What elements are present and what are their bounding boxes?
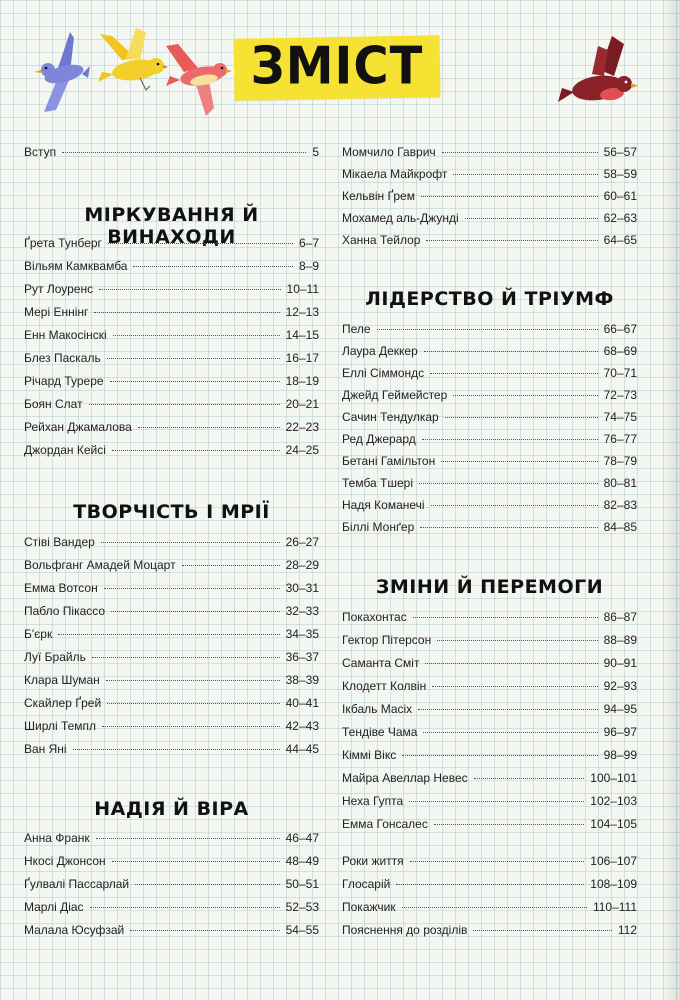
- dot-leader: [107, 357, 280, 359]
- toc-entry[interactable]: [24, 716, 319, 736]
- dot-leader: [465, 217, 598, 219]
- entry-name: Неха Гупта: [342, 794, 404, 808]
- entry-name: Пеле: [342, 322, 371, 336]
- entry-page: 34–35: [285, 627, 319, 641]
- dot-leader: [112, 860, 280, 862]
- toc-entry[interactable]: [342, 142, 637, 162]
- entry-name: Майра Авеллар Невес: [342, 771, 468, 785]
- entry-name: Покажчик: [342, 900, 396, 914]
- entry-name: Клодетт Колвін: [342, 679, 427, 693]
- toc-entry[interactable]: [342, 517, 637, 537]
- entry-page: 78–79: [603, 454, 637, 468]
- entry-name: Тендіве Чама: [342, 725, 418, 739]
- entry-page: 88–89: [603, 633, 637, 647]
- dot-leader: [112, 449, 280, 451]
- entry-page: 80–81: [603, 476, 637, 490]
- toc-entry[interactable]: [24, 739, 319, 759]
- toc-entry[interactable]: [342, 699, 637, 719]
- entry-name: Рут Лоуренс: [24, 282, 94, 296]
- entry-name: Еллі Сіммондс: [342, 366, 425, 380]
- entry-page: 28–29: [285, 558, 319, 572]
- toc-entry-appendix[interactable]: [342, 897, 637, 917]
- toc-entry[interactable]: [342, 385, 637, 405]
- entry-name: Ред Джерард: [342, 432, 416, 446]
- entry-page: 68–69: [603, 344, 637, 358]
- entry-page: 90–91: [603, 656, 637, 670]
- toc-entry[interactable]: [342, 722, 637, 742]
- dot-leader: [135, 883, 279, 885]
- entry-page: 104–105: [590, 817, 637, 831]
- dot-leader: [473, 929, 612, 931]
- entry-page: 14–15: [285, 328, 319, 342]
- entry-page: 106–107: [590, 854, 637, 868]
- toc-entry-appendix[interactable]: [342, 920, 637, 940]
- entry-name: Покахонтас: [342, 610, 407, 624]
- dot-leader: [445, 416, 598, 418]
- dot-leader: [418, 708, 597, 710]
- entry-page: 102–103: [590, 794, 637, 808]
- section-heading-4: ЛІДЕРСТВО Й ТРІУМФ: [365, 288, 614, 310]
- toc-entry[interactable]: [24, 555, 319, 575]
- toc-entry[interactable]: [342, 791, 637, 811]
- entry-page: 30–31: [285, 581, 319, 595]
- entry-name: Надя Команечі: [342, 498, 425, 512]
- dot-leader: [425, 662, 597, 664]
- entry-page: 42–43: [285, 719, 319, 733]
- yellow-bird-icon: [92, 28, 168, 98]
- entry-name: Ґулвалі Пассарлай: [24, 877, 130, 891]
- dot-leader: [130, 929, 279, 931]
- toc-entry[interactable]: [24, 693, 319, 713]
- toc-entry[interactable]: [342, 230, 637, 250]
- dot-leader: [409, 800, 584, 802]
- dot-leader: [453, 394, 597, 396]
- toc-entry[interactable]: [342, 407, 637, 427]
- toc-entry[interactable]: [342, 676, 637, 696]
- entry-page: 8–9: [298, 259, 319, 273]
- toc-entry[interactable]: [342, 653, 637, 673]
- entry-page: 32–33: [285, 604, 319, 618]
- entry-name: Луї Брайль: [24, 650, 86, 664]
- dot-leader: [110, 380, 280, 382]
- page-title: ЗМІСТ: [250, 35, 424, 97]
- toc-entry[interactable]: [24, 647, 319, 667]
- entry-page: 98–99: [603, 748, 637, 762]
- entry-name: Блез Паскаль: [24, 351, 101, 365]
- toc-entry[interactable]: [24, 601, 319, 621]
- entry-page: 56–57: [603, 145, 637, 159]
- section-heading-3: НАДІЯ Й ВІРА: [94, 798, 249, 820]
- dot-leader: [453, 173, 597, 175]
- toc-entry[interactable]: [342, 341, 637, 361]
- toc-entry[interactable]: [24, 256, 319, 276]
- entry-page: 46–47: [285, 831, 319, 845]
- entry-page: 76–77: [603, 432, 637, 446]
- toc-entry[interactable]: [24, 325, 319, 345]
- entry-page: 58–59: [603, 167, 637, 181]
- entry-page: 6–7: [298, 236, 319, 250]
- dot-leader: [106, 679, 280, 681]
- entry-name: Боян Слат: [24, 397, 83, 411]
- entry-page: 70–71: [603, 366, 637, 380]
- entry-page: 48–49: [285, 854, 319, 868]
- entry-page: 5: [312, 145, 319, 159]
- entry-name: Бетані Гамільтон: [342, 454, 436, 468]
- toc-entry[interactable]: [342, 429, 637, 449]
- entry-page: 20–21: [285, 397, 319, 411]
- entry-page: 64–65: [603, 233, 637, 247]
- dot-leader: [402, 754, 597, 756]
- toc-entry[interactable]: [24, 371, 319, 391]
- entry-name: Кіммі Вікс: [342, 748, 397, 762]
- entry-name: Ханна Тейлор: [342, 233, 421, 247]
- toc-entry[interactable]: [24, 897, 319, 917]
- toc-entry[interactable]: [342, 451, 637, 471]
- toc-entry[interactable]: [342, 473, 637, 493]
- dot-leader: [113, 334, 280, 336]
- dot-leader: [138, 426, 280, 428]
- dot-leader: [101, 541, 280, 543]
- entry-name: Річард Турере: [24, 374, 104, 388]
- entry-name: Вступ: [24, 145, 57, 159]
- entry-page: 40–41: [285, 696, 319, 710]
- toc-entry[interactable]: [24, 279, 319, 299]
- dot-leader: [133, 265, 292, 267]
- dot-leader: [430, 372, 597, 374]
- toc-entry[interactable]: [342, 745, 637, 765]
- dot-leader: [424, 350, 598, 352]
- entry-name: Саманта Сміт: [342, 656, 420, 670]
- toc-entry[interactable]: [342, 208, 637, 228]
- toc-entry[interactable]: [24, 670, 319, 690]
- dot-leader: [434, 823, 584, 825]
- toc-entry[interactable]: [24, 440, 319, 460]
- dot-leader: [73, 748, 280, 750]
- entry-name: Стіві Вандер: [24, 535, 95, 549]
- entry-name: Момчило Гаврич: [342, 145, 436, 159]
- entry-name: Джейд Геймейстер: [342, 388, 448, 402]
- dot-leader: [102, 725, 280, 727]
- entry-name: Скайлер Ґрей: [24, 696, 102, 710]
- dot-leader: [441, 460, 597, 462]
- toc-entry[interactable]: [24, 233, 319, 253]
- entry-name: Ширлі Темпл: [24, 719, 97, 733]
- entry-page: 86–87: [603, 610, 637, 624]
- entry-page: 22–23: [285, 420, 319, 434]
- entry-page: 84–85: [603, 520, 637, 534]
- toc-entry[interactable]: [342, 630, 637, 650]
- entry-page: 110–111: [592, 900, 637, 914]
- dot-leader: [431, 504, 598, 506]
- toc-entry-intro[interactable]: [24, 142, 319, 162]
- entry-name: Кельвін Ґрем: [342, 189, 415, 203]
- entry-page: 44–45: [285, 742, 319, 756]
- dot-leader: [442, 151, 598, 153]
- dot-leader: [58, 633, 279, 635]
- entry-name: Анна Франк: [24, 831, 90, 845]
- toc-entry[interactable]: [24, 578, 319, 598]
- toc-entry[interactable]: [342, 363, 637, 383]
- dot-leader: [99, 288, 280, 290]
- toc-entry[interactable]: [24, 828, 319, 848]
- toc-entry[interactable]: [24, 851, 319, 871]
- dot-leader: [413, 616, 598, 618]
- dot-leader: [402, 906, 587, 908]
- entry-name: Гектор Пітерсон: [342, 633, 432, 647]
- entry-name: Глосарій: [342, 877, 391, 891]
- entry-page: 112: [617, 923, 637, 937]
- toc-entry[interactable]: [342, 814, 637, 834]
- entry-page: 16–17: [285, 351, 319, 365]
- dot-leader: [62, 151, 306, 153]
- entry-name: Клара Шуман: [24, 673, 100, 687]
- toc-entry[interactable]: [342, 319, 637, 339]
- toc-entry[interactable]: [24, 874, 319, 894]
- toc-entry-appendix[interactable]: [342, 874, 637, 894]
- dot-leader: [423, 731, 597, 733]
- toc-entry[interactable]: [24, 417, 319, 437]
- entry-page: 96–97: [603, 725, 637, 739]
- entry-page: 62–63: [603, 211, 637, 225]
- entry-name: Сачин Тендулкар: [342, 410, 439, 424]
- page-edge-shadow: [662, 0, 680, 1000]
- entry-name: Джордан Кейсі: [24, 443, 106, 457]
- dot-leader: [410, 860, 585, 862]
- entry-page: 50–51: [285, 877, 319, 891]
- toc-entry[interactable]: [342, 495, 637, 515]
- entry-name: Вольфганг Амадей Моцарт: [24, 558, 176, 572]
- toc-entry[interactable]: [24, 302, 319, 322]
- entry-name: Пояснення до розділів: [342, 923, 468, 937]
- dot-leader: [96, 837, 280, 839]
- dot-leader: [437, 639, 597, 641]
- dot-leader: [104, 587, 280, 589]
- dot-leader: [92, 656, 280, 658]
- toc-entry[interactable]: [24, 532, 319, 552]
- dot-leader: [474, 777, 585, 779]
- entry-name: Мохамед аль-Джунді: [342, 211, 459, 225]
- dot-leader: [377, 328, 598, 330]
- entry-page: 94–95: [603, 702, 637, 716]
- maroon-bird-icon: [558, 36, 638, 114]
- entry-page: 10–11: [286, 282, 319, 296]
- entry-page: 74–75: [603, 410, 637, 424]
- toc-entry[interactable]: [342, 186, 637, 206]
- dot-leader: [182, 564, 280, 566]
- entry-page: 72–73: [603, 388, 637, 402]
- dot-leader: [111, 610, 280, 612]
- toc-entry[interactable]: [24, 394, 319, 414]
- toc-entry-appendix[interactable]: [342, 851, 637, 871]
- entry-page: 82–83: [603, 498, 637, 512]
- dot-leader: [426, 239, 597, 241]
- entry-name: Ікбаль Масіх: [342, 702, 413, 716]
- toc-entry[interactable]: [24, 920, 319, 940]
- entry-page: 18–19: [285, 374, 319, 388]
- entry-name: Біллі Монґер: [342, 520, 415, 534]
- dot-leader: [89, 403, 280, 405]
- entry-page: 54–55: [285, 923, 319, 937]
- blue-bird-icon: [30, 28, 90, 118]
- entry-page: 38–39: [285, 673, 319, 687]
- entry-name: Енн Макосінскі: [24, 328, 107, 342]
- dot-leader: [90, 906, 280, 908]
- entry-name: Емма Вотсон: [24, 581, 98, 595]
- entry-page: 24–25: [285, 443, 319, 457]
- entry-name: Мері Еннінг: [24, 305, 89, 319]
- entry-name: Малала Юсуфзай: [24, 923, 125, 937]
- entry-page: 60–61: [603, 189, 637, 203]
- entry-page: 26–27: [285, 535, 319, 549]
- entry-page: 12–13: [285, 305, 319, 319]
- entry-name: Вільям Камквамба: [24, 259, 128, 273]
- section-heading-1: МІРКУВАННЯ Й ВИНАХОДИ: [84, 204, 259, 248]
- entry-name: Лаура Деккер: [342, 344, 418, 358]
- entry-name: Емма Гонсалес: [342, 817, 428, 831]
- toc-entry[interactable]: [342, 164, 637, 184]
- section-heading-2: ТВОРЧІСТЬ І МРІЇ: [73, 501, 270, 523]
- entry-page: 36–37: [285, 650, 319, 664]
- entry-page: 52–53: [285, 900, 319, 914]
- entry-page: 108–109: [590, 877, 637, 891]
- toc-entry[interactable]: [24, 348, 319, 368]
- toc-entry[interactable]: [24, 624, 319, 644]
- entry-name: Нкосі Джонсон: [24, 854, 106, 868]
- toc-entry[interactable]: [342, 768, 637, 788]
- entry-name: Роки життя: [342, 854, 404, 868]
- dot-leader: [420, 526, 597, 528]
- entry-page: 66–67: [603, 322, 637, 336]
- entry-name: Б'єрк: [24, 627, 53, 641]
- pink-bird-icon: [164, 38, 234, 120]
- toc-entry[interactable]: [342, 607, 637, 627]
- entry-name: Темба Тшері: [342, 476, 414, 490]
- dot-leader: [94, 311, 279, 313]
- dot-leader: [422, 438, 598, 440]
- entry-name: Пабло Пікассо: [24, 604, 106, 618]
- entry-page: 100–101: [590, 771, 637, 785]
- dot-leader: [396, 883, 584, 885]
- entry-name: Рейхан Джамалова: [24, 420, 132, 434]
- entry-name: Мікаела Майкрофт: [342, 167, 448, 181]
- section-heading-5: ЗМІНИ Й ПЕРЕМОГИ: [375, 576, 604, 598]
- entry-name: Марлі Діас: [24, 900, 84, 914]
- dot-leader: [419, 482, 598, 484]
- entry-name: Ван Яні: [24, 742, 67, 756]
- dot-leader: [421, 195, 598, 197]
- entry-page: 92–93: [603, 679, 637, 693]
- dot-leader: [107, 702, 279, 704]
- entry-name: Ґрета Тунберг: [24, 236, 102, 250]
- dot-leader: [432, 685, 597, 687]
- dot-leader: [108, 242, 293, 244]
